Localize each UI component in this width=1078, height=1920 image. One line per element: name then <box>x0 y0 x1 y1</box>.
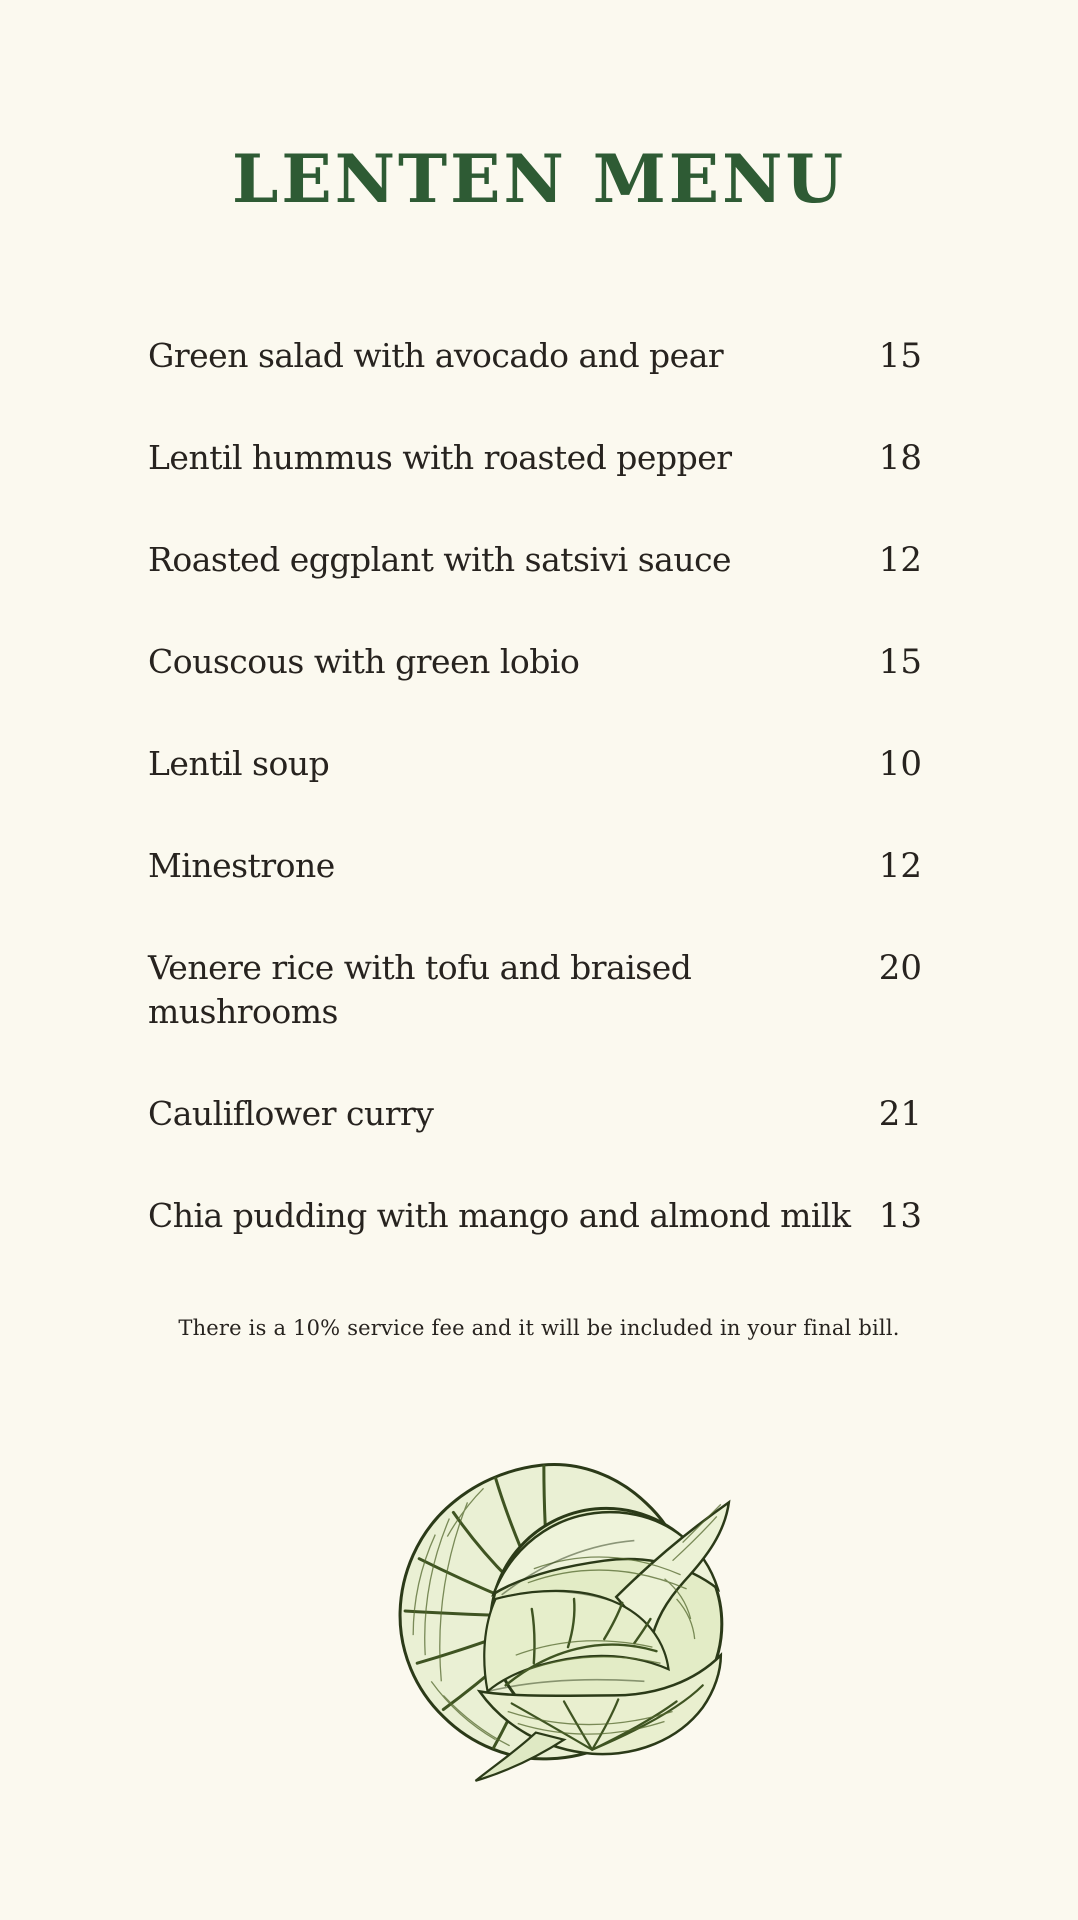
menu-item-price: 21 <box>878 1094 922 1134</box>
menu-item-name: Cauliflower curry <box>148 1094 434 1133</box>
menu-item-row <box>148 742 922 786</box>
menu-item-row <box>148 334 922 378</box>
service-fee-note: There is a 10% service fee and it will be included in your final bill. <box>178 1316 900 1340</box>
menu-item-name: Lentil soup <box>148 744 330 783</box>
menu-item-name: Venere rice with tofu and braised mushrooms <box>148 948 692 1031</box>
menu-item-price: 18 <box>878 438 922 478</box>
menu-item-name: Chia pudding with mango and almond milk <box>148 1196 851 1235</box>
menu-item-price: 13 <box>878 1196 922 1236</box>
page-title: LENTEN MENU <box>231 140 846 218</box>
menu-item-row <box>148 946 922 1034</box>
menu-item-name: Green salad with avocado and pear <box>148 336 724 375</box>
menu-item-row <box>148 538 922 582</box>
menu-item-price: 20 <box>878 948 922 988</box>
menu-item-name: Roasted eggplant with satsivi sauce <box>148 540 732 579</box>
menu-item-row <box>148 844 922 888</box>
menu-item-price: 15 <box>878 642 922 682</box>
menu-item-name: Minestrone <box>148 846 335 885</box>
menu-item-price: 10 <box>878 744 922 784</box>
menu-item-price: 12 <box>878 846 922 886</box>
menu-item-list <box>148 334 922 1296</box>
menu-item-row <box>148 640 922 684</box>
menu-item-name: Couscous with green lobio <box>148 642 580 681</box>
cabbage-illustration <box>383 1448 755 1790</box>
menu-item-row <box>148 1092 922 1136</box>
menu-item-price: 12 <box>878 540 922 580</box>
menu-item-row <box>148 436 922 480</box>
menu-item-price: 15 <box>878 336 922 376</box>
menu-item-name: Lentil hummus with roasted pepper <box>148 438 732 477</box>
cabbage-icon <box>383 1448 755 1790</box>
menu-item-row <box>148 1194 922 1238</box>
